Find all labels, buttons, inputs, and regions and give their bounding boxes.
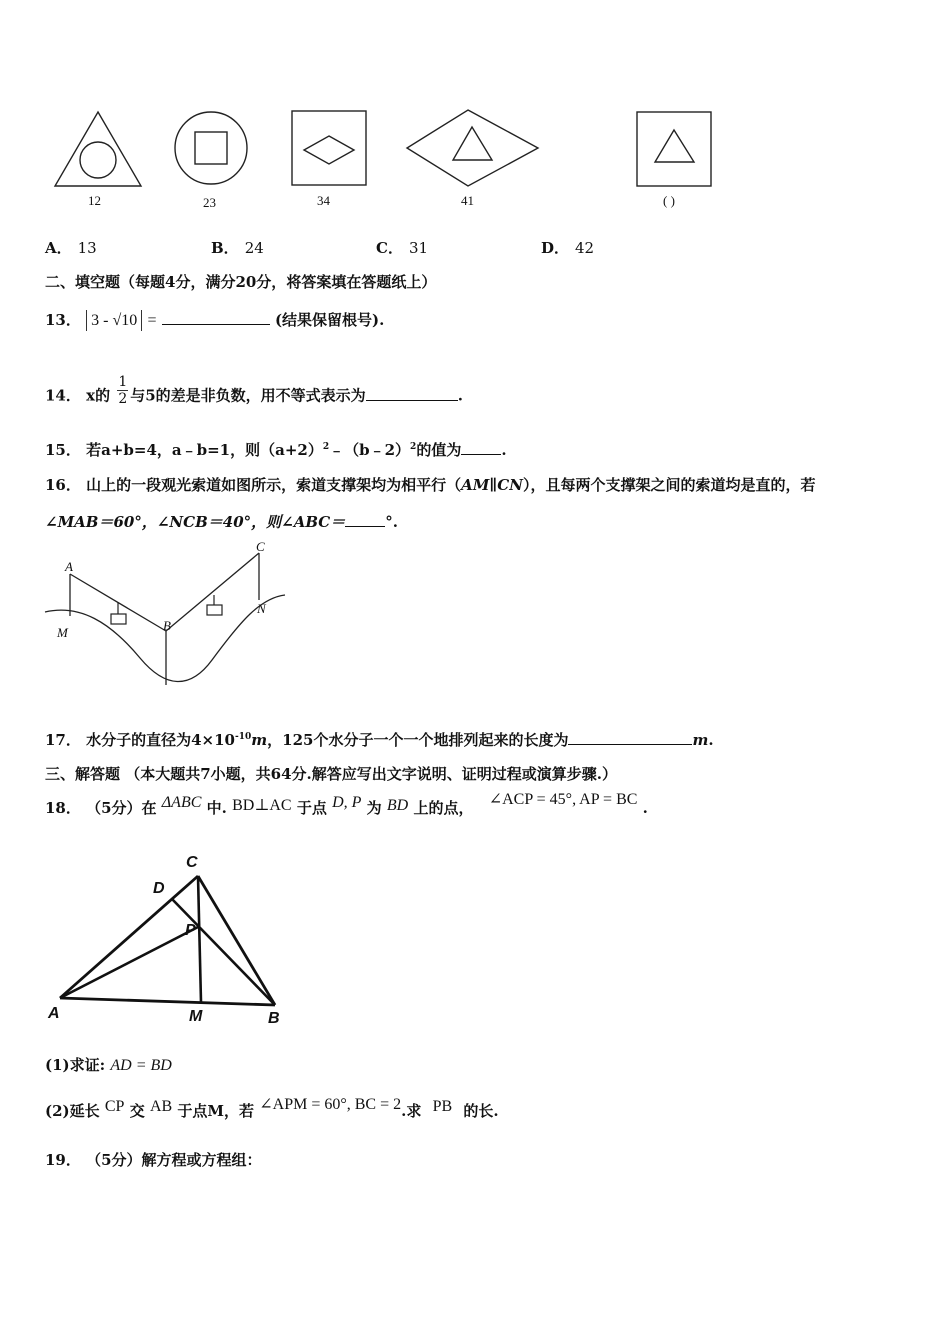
q16-text-1: 山上的一段观光索道如图所示，索道支撑架均为相平行（ — [86, 476, 462, 494]
q12-inner-diamond — [304, 136, 354, 164]
q18-triangle: ΔABC — [161, 794, 202, 811]
q18-part1-expr: AD = BD — [110, 1057, 172, 1074]
q18-part2-d: .求 — [401, 1102, 422, 1120]
q18-label-b: B — [268, 1010, 280, 1027]
q12-option-d[interactable] — [541, 237, 594, 258]
q17 — [45, 729, 714, 750]
q18-side-bc — [198, 876, 275, 1005]
option-value: 13 — [77, 239, 97, 257]
q12-inner-square — [195, 132, 227, 164]
fraction-numerator: 1 — [118, 374, 128, 390]
q18-label-c: C — [186, 854, 198, 871]
q14-text-b: 与5的差是非负数，用不等式表示为 — [130, 386, 366, 405]
q12-option-c[interactable] — [376, 237, 428, 258]
q18-cond1: BD⊥AC — [232, 797, 292, 814]
option-value: 24 — [244, 239, 264, 257]
q16-label-b: B — [163, 618, 171, 633]
option-letter: A． — [45, 239, 72, 257]
q15-answer-blank[interactable] — [461, 440, 501, 455]
q18-points: D, P — [332, 794, 362, 811]
q18-cond2: ∠ACP = 45°, AP = BC — [488, 791, 638, 808]
q16-parallel: AM∥CN — [461, 476, 523, 494]
q12-option-a[interactable] — [45, 237, 97, 258]
q18-part2-a: (2)延长 — [45, 1102, 100, 1120]
q14-fraction — [117, 374, 128, 407]
q15-sup2: 2 — [410, 442, 417, 452]
question-number: 15． — [45, 441, 81, 459]
q12-shape-diamond-triangle — [407, 110, 538, 186]
option-letter: C． — [376, 239, 403, 257]
q19-text: （5分）解方程或方程组： — [86, 1151, 262, 1169]
q16-label-c: C — [256, 539, 265, 554]
q18-t2: 为 — [366, 799, 382, 817]
q18-label-m: M — [189, 1008, 203, 1025]
q18-triangle-figure — [45, 860, 295, 1040]
q18-part1-label: (1)求证: — [45, 1056, 106, 1074]
q17-text-a: 水分子的直径为4×10 — [86, 731, 235, 749]
q18-label-d: D — [153, 880, 165, 897]
q13-equals: = — [147, 312, 157, 329]
q18-part1 — [45, 1054, 172, 1075]
q16-label-a: A — [65, 559, 73, 574]
q12-inner-circle — [80, 142, 116, 178]
question-number: 14． — [45, 386, 81, 405]
section3-heading: 三、解答题 （本大题共7小题，共64分.解答应写出文字说明、证明过程或演算步骤.） — [45, 765, 617, 783]
q18-segment-cm — [198, 876, 201, 1002]
q18-part2-e: 的长. — [463, 1102, 499, 1120]
q18-t3: 上的点， — [413, 799, 474, 817]
q18-part2-cp: CP — [104, 1098, 125, 1115]
fraction-denominator: 2 — [118, 391, 128, 407]
q15-text: 若a+b=4，a﹣b=1，则（a+2） — [86, 441, 323, 459]
q18-seg: BD — [386, 797, 409, 814]
q18-t1: 于点 — [296, 799, 327, 817]
q16-answer-blank[interactable] — [345, 512, 385, 527]
q12-shape-circle-square — [175, 112, 247, 184]
question-number: 17． — [45, 731, 81, 749]
q12-option-b[interactable] — [211, 237, 264, 258]
q18-part2 — [45, 1096, 499, 1121]
q18-label-p: P — [185, 922, 196, 939]
q16-text-1-end: ），且每两个支撑架之间的索道均是直的，若 — [522, 476, 816, 494]
q13 — [45, 309, 384, 330]
q14-var: x — [86, 386, 96, 405]
question-number: 19． — [45, 1151, 81, 1169]
q17-text-b: ，125个水分子一个一个地排列起来的长度为 — [267, 731, 569, 749]
q14-answer-blank[interactable] — [366, 386, 458, 401]
q17-unit-b: m — [692, 731, 709, 749]
q18-part2-ab: AB — [149, 1098, 173, 1115]
q12-label-1: 12 — [88, 193, 101, 208]
option-letter: D． — [541, 239, 570, 257]
q14 — [45, 374, 463, 413]
q14-text-a: 的 — [95, 386, 111, 405]
q12-label-3: 34 — [317, 193, 330, 208]
question-number: 18． — [45, 799, 81, 817]
q18-part2-cond: ∠APM = 60°, BC = 2 — [259, 1096, 402, 1113]
q16-label-n: N — [257, 601, 266, 616]
q13-abs-expression: 3 - √10 — [86, 310, 142, 331]
q18-score: （5分）在 — [86, 799, 157, 817]
q18 — [45, 791, 648, 818]
q17-unit-a: m — [251, 731, 268, 749]
q15-end: . — [501, 441, 507, 459]
q18-part2-pb: PB — [432, 1098, 453, 1115]
option-value: 42 — [575, 239, 595, 257]
q16-car1 — [111, 614, 126, 624]
q16-end: °. — [385, 513, 398, 531]
q18-end: . — [642, 799, 648, 817]
q12-inner-triangle-2 — [655, 130, 694, 162]
q18-part2-c: 于点M，若 — [177, 1102, 255, 1120]
q12-label-2: 23 — [203, 195, 216, 210]
q12-figure-row — [40, 102, 760, 202]
q18-side-ab — [60, 998, 275, 1005]
q15 — [45, 439, 507, 460]
q18-segment-bd — [172, 899, 275, 1005]
q15-text-mid: ﹣（b﹣2） — [329, 441, 411, 459]
q12-inner-triangle — [453, 127, 492, 160]
q17-end: . — [708, 731, 714, 749]
q16-mountain-curve — [45, 595, 285, 682]
q13-answer-blank[interactable] — [162, 310, 270, 325]
q16-line1 — [45, 474, 815, 495]
q16-line2 — [45, 511, 398, 532]
q15-sup1: 2 — [322, 442, 330, 452]
q17-answer-blank[interactable] — [568, 730, 692, 745]
option-value: 31 — [408, 239, 429, 257]
q12-label-5: ( ) — [663, 193, 675, 208]
q13-suffix: (结果保留根号). — [274, 311, 385, 329]
q18-label-a: A — [48, 1005, 60, 1022]
q12-shape-square-diamond — [292, 111, 366, 185]
option-letter: B． — [211, 239, 239, 257]
q16-angles: ∠MAB＝60°，∠NCB＝40°，则∠ABC＝ — [45, 513, 346, 531]
q17-sup: -10 — [235, 732, 252, 742]
q16-label-m: M — [57, 625, 68, 640]
q18-part2-b: 交 — [129, 1102, 145, 1120]
question-number: 13． — [45, 311, 81, 329]
q15-text-end: 的值为 — [416, 441, 462, 459]
section2-heading: 二、填空题（每题4分，满分20分，将答案填在答题纸上） — [45, 273, 437, 291]
q12-shape-square-triangle — [637, 112, 711, 186]
q12-shape-triangle-circle — [55, 112, 141, 186]
q18-mid: 中. — [206, 799, 227, 817]
q14-end: . — [457, 386, 463, 405]
question-number: 16． — [45, 476, 81, 494]
q19 — [45, 1149, 262, 1170]
q12-label-4: 41 — [461, 193, 474, 208]
q16-car2 — [207, 605, 222, 615]
